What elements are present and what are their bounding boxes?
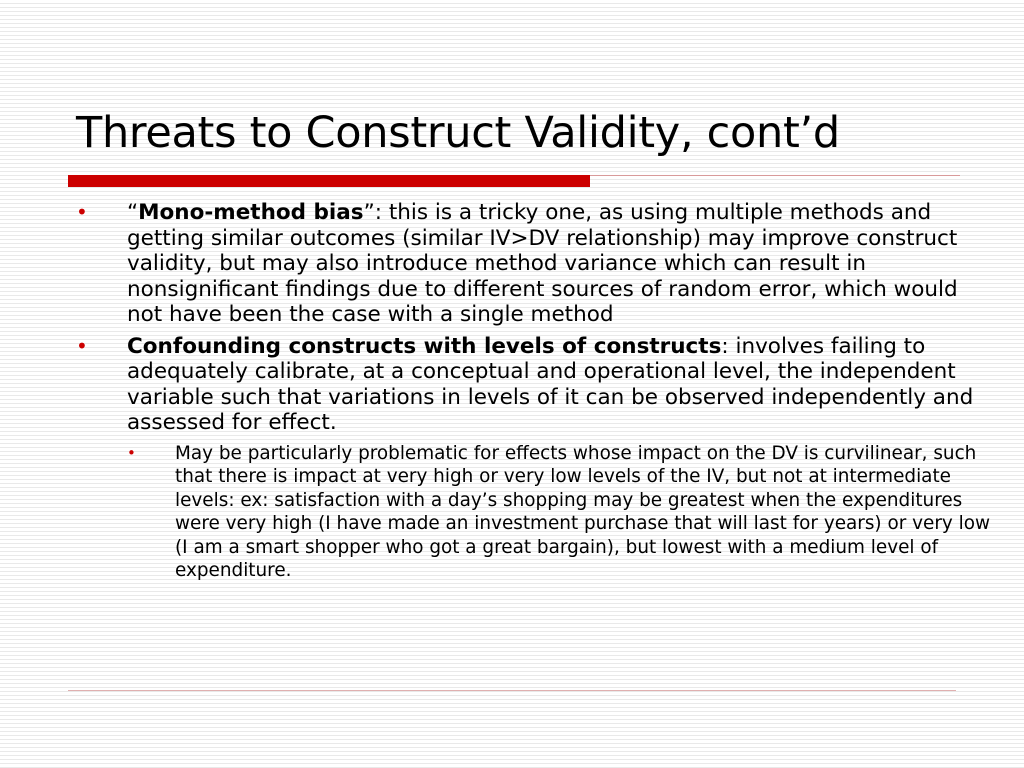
sub-bullet-text: May be particularly problematic for effects whose impact on the DV is curvilinear, such that there is impact at very high or very low levels of the IV, but not at intermediate levels: ex: satisfaction with a day’s shopping may be greatest when the expenditures were very high (I have made an investment purchase that will last for years) or very low (I am a smart shopper who got a great bargain), but lowest with a medium level of expenditure. xyxy=(175,442,991,581)
bullet-list xyxy=(76,200,996,589)
bullet-term-close: ”: xyxy=(363,200,389,225)
bullet-mono-method-bias xyxy=(76,200,996,328)
footer-divider-line xyxy=(68,690,956,691)
title-accent-bar xyxy=(68,175,590,187)
bullet-open-quote: “ xyxy=(127,200,139,225)
sub-bullet-list xyxy=(127,442,996,583)
bullet-term: Confounding constructs with levels of constructs xyxy=(127,333,722,359)
sub-bullet-dot-icon: • xyxy=(127,443,136,462)
bullet-text: involves failing to adequately calibrate, at a conceptual and operational level, the independent variable such that variations in levels of it can be observed independently and assessed for effect. xyxy=(127,333,974,435)
bullet-dot-icon: • xyxy=(76,333,88,358)
title-divider-line xyxy=(590,175,960,176)
bullet-confounding-constructs xyxy=(76,334,996,583)
bullet-text: this is a tricky one, as using multiple methods and getting similar outcomes (similar IV>DV relationship) may improve construct validity, but may also introduce method variance which can result in nonsignificant findings due to different sources of random error, which would not have been the case with a single method xyxy=(127,200,958,327)
slide-title: Threats to Construct Validity, cont’d xyxy=(76,108,840,158)
bullet-term-close: : xyxy=(721,333,729,359)
sub-bullet-curvilinear xyxy=(127,442,996,583)
bullet-term: Mono-method bias xyxy=(138,200,364,225)
bullet-dot-icon: • xyxy=(76,200,88,224)
